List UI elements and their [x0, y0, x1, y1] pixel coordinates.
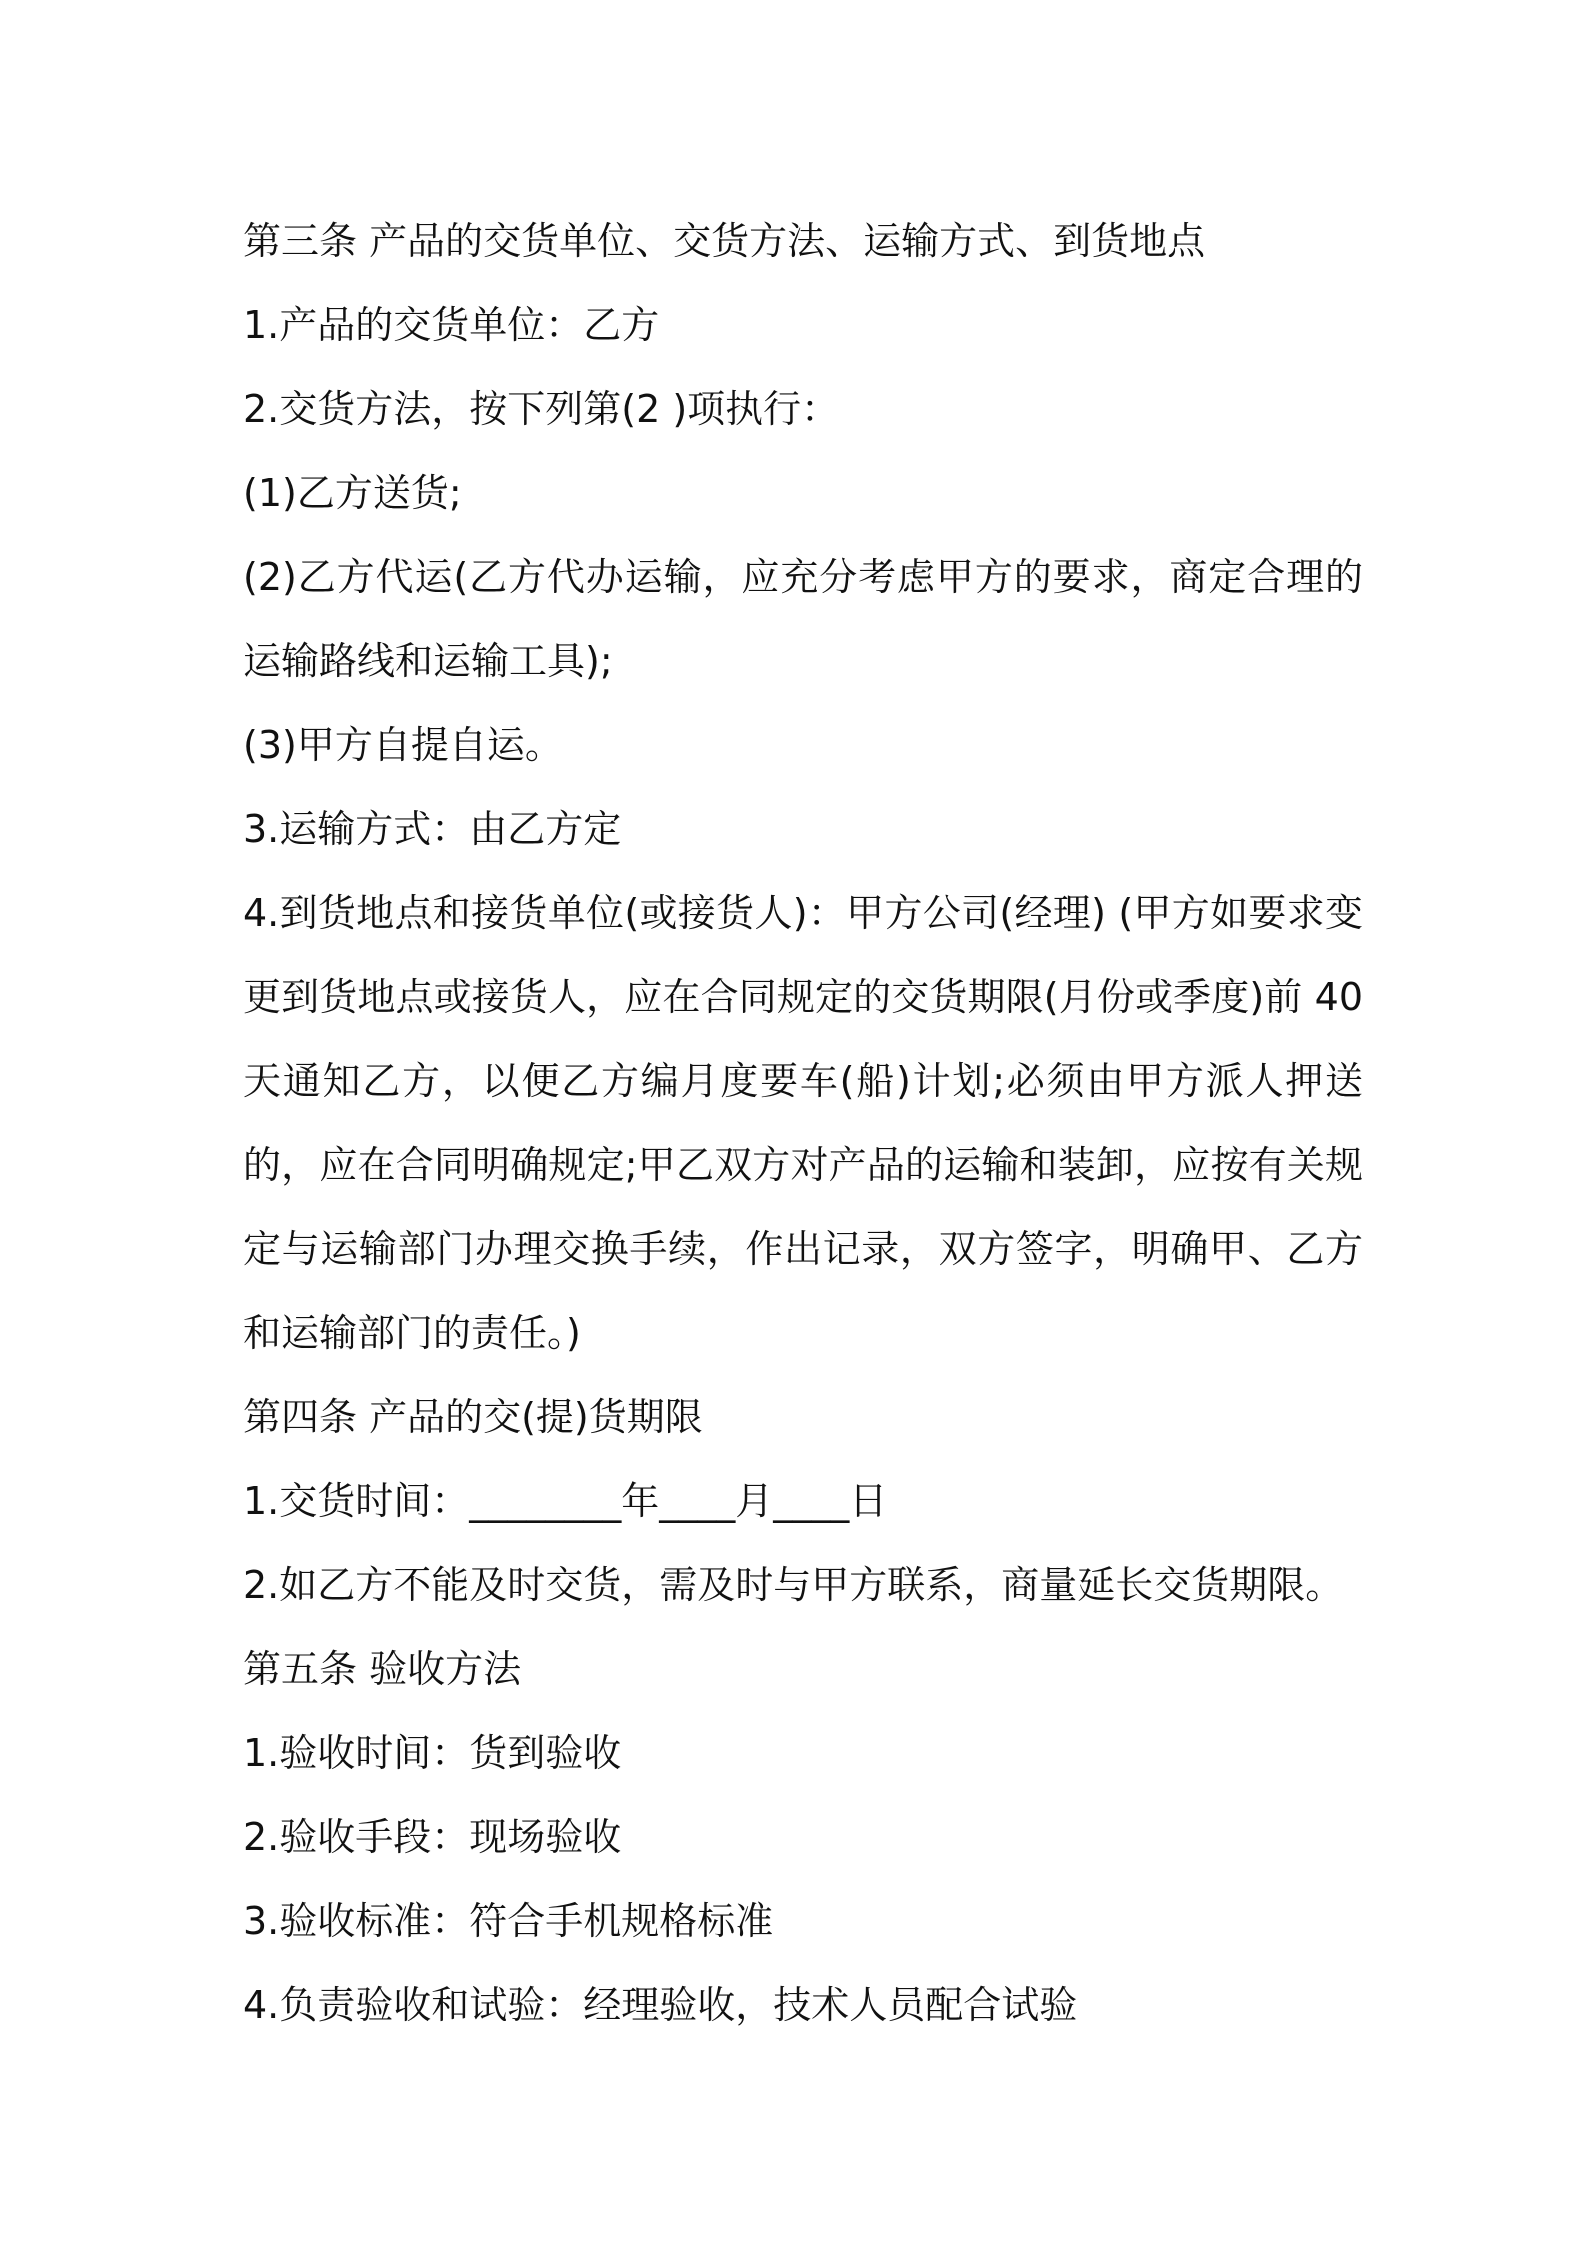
- delay-notice-line: 2.如乙方不能及时交货，需及时与甲方联系，商量延长交货期限。: [243, 1563, 1344, 1607]
- inspection-time-line: 1.验收时间：货到验收: [243, 1731, 622, 1775]
- destination-paragraph: 4.到货地点和接货单位(或接货人)：甲方公司(经理) (甲方如要求变更到货地点或接货人，应在合同规定的交货期限(月份或季度)前 40 天通知乙方，以便乙方编月度要车(船)计划;必须由甲方派人押送的，应在合同明确规定;甲乙双方对产品的运输和装卸，应按有关规定与运输部门办理交换手续，作出记录，双方签字，明确甲、乙方和运输部门的责任。): [243, 891, 1363, 1355]
- transport-method-line: 3.运输方式：由乙方定: [243, 807, 622, 851]
- document-body: [243, 199, 1363, 2047]
- inspection-standard-line: 3.验收标准：符合手机规格标准: [243, 1899, 774, 1943]
- delivery-time-line: 1.交货时间：________年____月____日: [243, 1479, 888, 1523]
- delivery-unit-line: 1.产品的交货单位：乙方: [243, 303, 660, 347]
- delivery-option-2: (2)乙方代运(乙方代办运输，应充分考虑甲方的要求，商定合理的运输路线和运输工具);: [243, 555, 1363, 683]
- article-5-heading: 第五条 验收方法: [243, 1647, 522, 1691]
- article-4-heading: 第四条 产品的交(提)货期限: [243, 1395, 703, 1439]
- delivery-option-3: (3)甲方自提自运。: [243, 723, 563, 767]
- inspection-responsibility-line: 4.负责验收和试验：经理验收，技术人员配合试验: [243, 1983, 1078, 2027]
- inspection-means-line: 2.验收手段：现场验收: [243, 1815, 622, 1859]
- delivery-method-line: 2.交货方法，按下列第(2 )项执行：: [243, 387, 840, 431]
- delivery-option-1: (1)乙方送货;: [243, 471, 462, 515]
- article-3-heading: 第三条 产品的交货单位、交货方法、运输方式、到货地点: [243, 219, 1206, 263]
